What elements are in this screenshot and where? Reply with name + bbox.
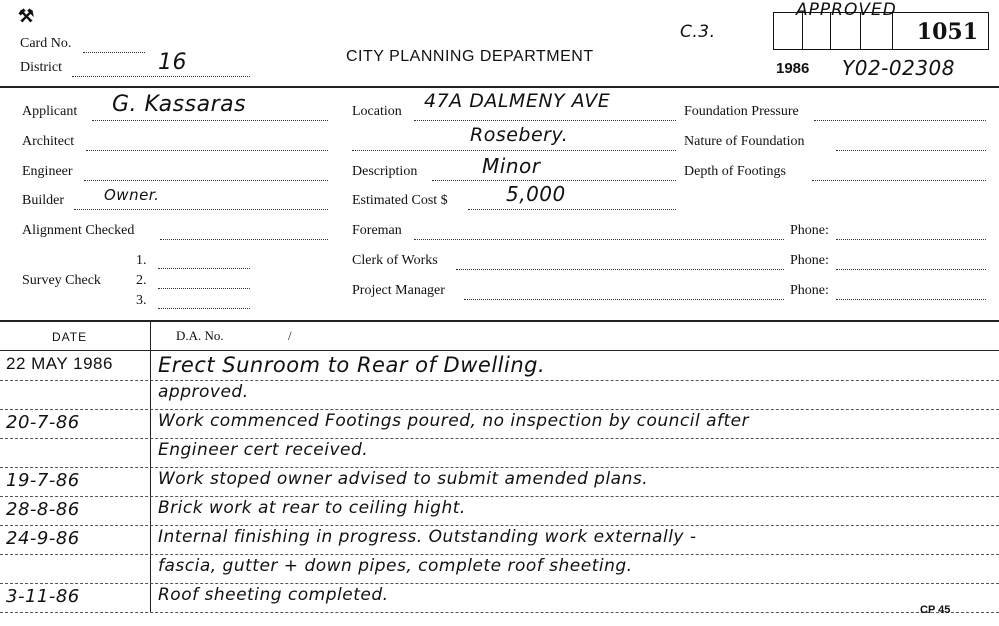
foreman-phone-label: Phone: (790, 223, 829, 238)
pm-phone-label: Phone: (790, 283, 829, 298)
description-value: Minor (482, 154, 541, 178)
log-entry-text: Engineer cert received. (158, 440, 369, 460)
log-entry-text: Work stoped owner advised to submit amended plans. (158, 469, 649, 489)
log-entry-date: 28-8-86 (6, 499, 80, 520)
da-number-label: D.A. No. (176, 328, 224, 343)
builder-label: Builder (22, 193, 64, 208)
applicant-label: Applicant (22, 104, 78, 119)
estimated-cost-value: 5,000 (506, 182, 566, 206)
log-entry-text: fascia, gutter + down pipes, complete roof sheeting. (158, 556, 633, 576)
log-entry-text: Erect Sunroom to Rear of Dwelling. (158, 353, 546, 377)
survey-item-3: 3. (136, 293, 147, 308)
log-entry-text: Internal finishing in progress. Outstanding work externally - (158, 527, 697, 547)
corner-logo-mark: ⚒ (18, 6, 35, 26)
log-entry-date: 22 MAY 1986 (6, 354, 113, 373)
location-value-line1: 47A DALMENY AVE (424, 90, 611, 112)
file-number: Y02-02308 (842, 56, 956, 80)
location-label: Location (352, 104, 402, 119)
alignment-label: Alignment Checked (22, 223, 135, 238)
foundation-pressure-label: Foundation Pressure (684, 104, 799, 119)
log-entry-text: approved. (158, 382, 249, 402)
clerk-of-works-label: Clerk of Works (352, 253, 438, 268)
log-entry-text: Work commenced Footings poured, no inspection by council after (158, 411, 750, 431)
approval-number-box (773, 12, 989, 50)
log-entry-text: Roof sheeting completed. (158, 585, 389, 605)
survey-label: Survey Check (22, 273, 101, 288)
log-entry-text: Brick work at rear to ceiling hight. (158, 498, 466, 518)
survey-item-1: 1. (136, 253, 147, 268)
nature-of-foundation-label: Nature of Foundation (684, 134, 805, 149)
foreman-label: Foreman (352, 223, 402, 238)
corner-code: C.3. (680, 22, 716, 42)
description-label: Description (352, 164, 418, 179)
year: 1986 (776, 60, 810, 77)
card-no-label: Card No. (20, 36, 72, 51)
location-value-line2: Rosebery. (470, 124, 569, 146)
clerk-phone-label: Phone: (790, 253, 829, 268)
date-column-header: DATE (52, 330, 88, 344)
log-entry-date: 19-7-86 (6, 470, 80, 491)
survey-item-2: 2. (136, 273, 147, 288)
log-entry-date: 20-7-86 (6, 412, 80, 433)
da-number-value: / (288, 328, 292, 343)
architect-label: Architect (22, 134, 75, 149)
department-title: CITY PLANNING DEPARTMENT (346, 48, 594, 65)
engineer-label: Engineer (22, 164, 73, 179)
stamp-number: 1051 (916, 19, 978, 45)
approved-stamp: APPROVED (796, 0, 897, 20)
district-label: District (20, 60, 62, 75)
estimated-cost-label: Estimated Cost $ (352, 193, 448, 208)
builder-value: Owner. (104, 186, 160, 204)
form-code: CP 45 (920, 604, 951, 616)
project-manager-label: Project Manager (352, 283, 445, 298)
applicant-value: G. Kassaras (112, 92, 247, 117)
depth-of-footings-label: Depth of Footings (684, 164, 786, 179)
log-entry-date: 24-9-86 (6, 528, 80, 549)
log-entry-date: 3-11-86 (6, 586, 80, 607)
district-value: 16 (158, 50, 187, 75)
